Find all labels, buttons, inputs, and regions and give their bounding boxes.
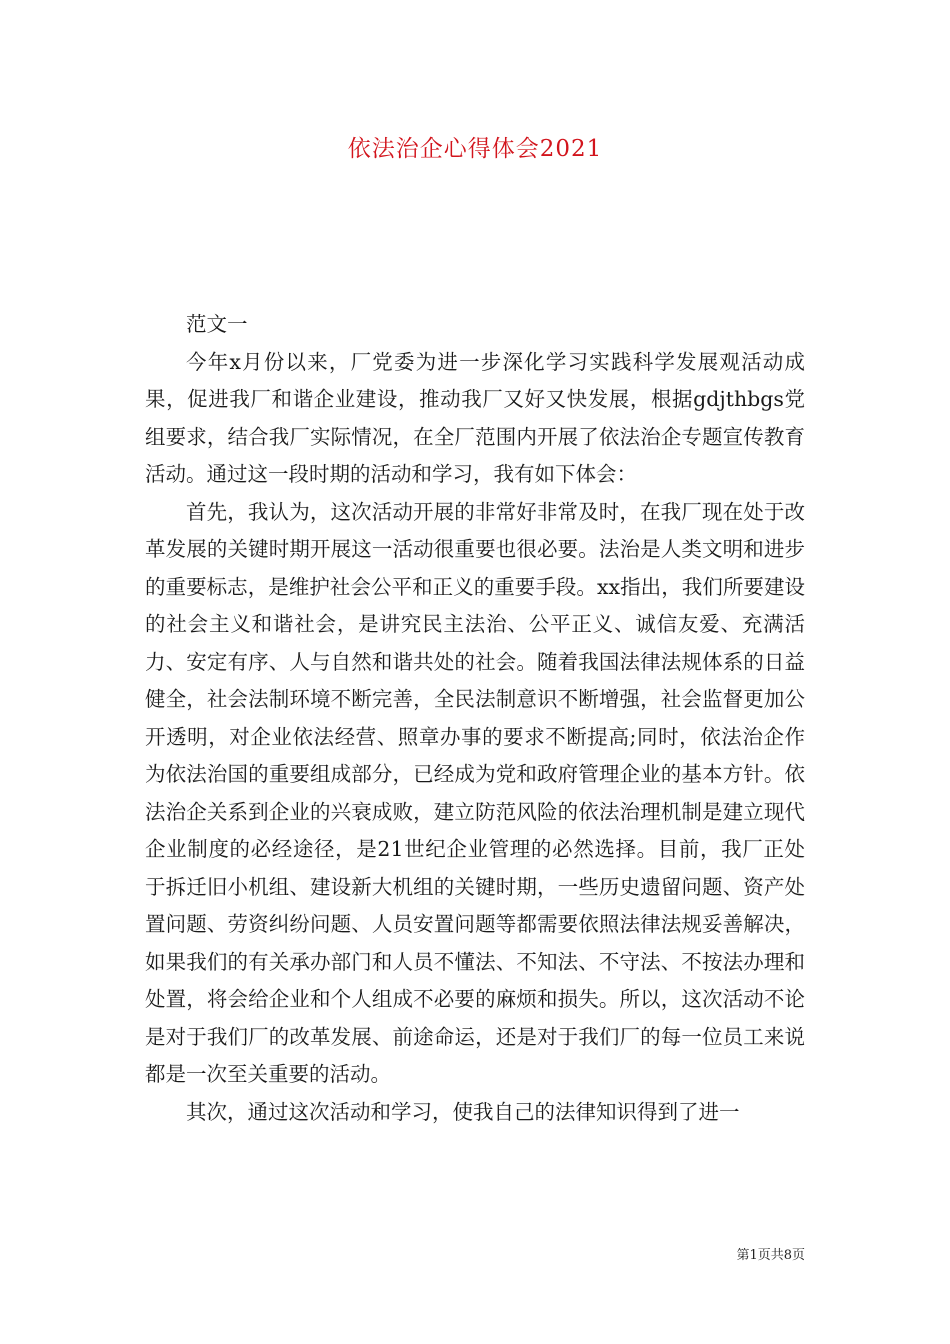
paragraph-2: 首先，我认为，这次活动开展的非常好非常及时，在我厂现在处于改革发展的关键时期开展这一活动很重要也很必要。法治是人类文明和进步的重要标志，是维护社会公平和正义的重要手段。xx指出，我们所要建设的社会主义和谐社会，是讲究民主法治、公平正义、诚信友爱、充满活力、安定有序、人与自然和谐共处的社会。随着我国法律法规体系的日益健全，社会法制环境不断完善，全民法制意识不断增强，社会监督更加公开透明，对企业依法经营、照章办事的要求不断提高;同时，依法治企作为依法治国的重要组成部分，已经成为党和政府管理企业的基本方针。依法治企关系到企业的兴衰成败，建立防范风险的依法治理机制是建立现代企业制度的必经途径，是21世纪企业管理的必然选择。目前，我厂正处于拆迁旧小机组、建设新大机组的关键时期，一些历史遗留问题、资产处置问题、劳资纠纷问题、人员安置问题等都需要依照法律法规妥善解决，如果我们的有关承办部门和人员不懂法、不知法、不守法、不按法办理和处置，将会给企业和个人组成不必要的麻烦和损失。所以，这次活动不论是对于我们厂的改革发展、前途命运，还是对于我们厂的每一位员工来说都是一次至关重要的活动。: [145, 499, 805, 1086]
document-body: [145, 306, 805, 1131]
page-number: 第1页共8页: [736, 1248, 805, 1263]
section-label: 范文一: [186, 312, 248, 336]
paragraph-3: 其次，通过这次活动和学习，使我自己的法律知识得到了进一: [186, 1099, 740, 1124]
page-title: 依法治企心得体会2021: [347, 136, 603, 162]
paragraph-1: 今年x月份以来，厂党委为进一步深化学习实践科学发展观活动成果，促进我厂和谐企业建设，推动我厂又好又快发展，根据gdjthbgs党组要求，结合我厂实际情况，在全厂范围内开展了依法治企专题宣传教育活动。通过这一段时期的活动和学习，我有如下体会：: [145, 349, 805, 486]
